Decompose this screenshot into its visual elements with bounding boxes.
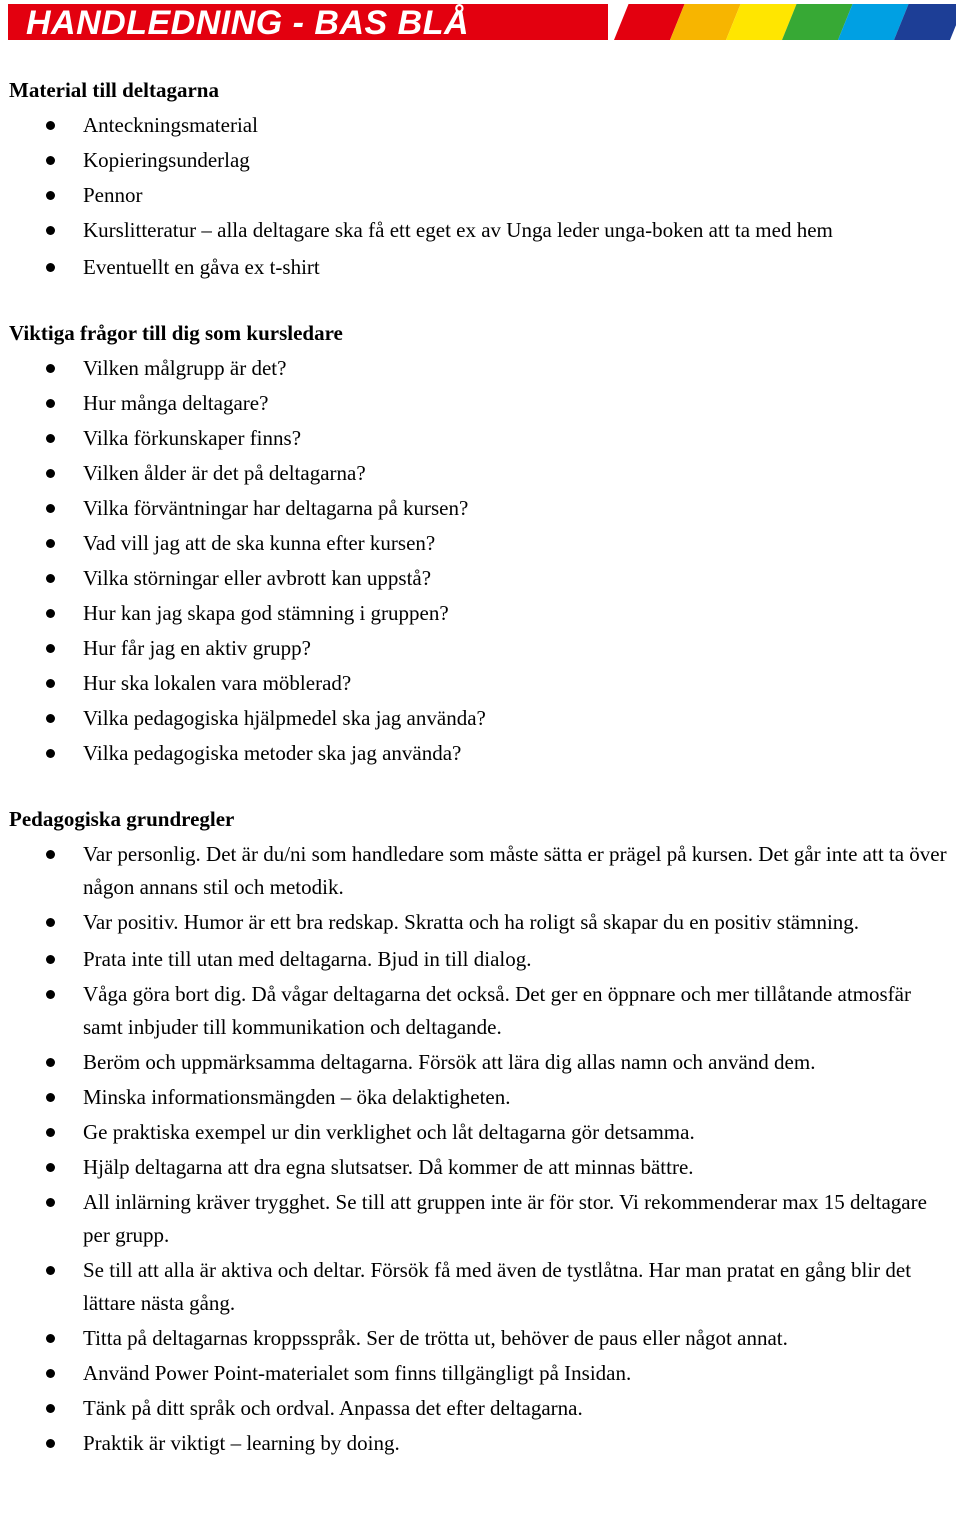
bullet-icon [46,574,55,583]
section-spacer [9,285,954,316]
bullet-icon [46,749,55,758]
material-list [9,108,954,285]
bullet-icon [46,364,55,373]
banner-title: HANDLEDNING - BAS BLÅ [26,4,470,40]
list-item: Vilka förkunskaper finns? [9,421,954,456]
list-item: Se till att alla är aktiva och deltar. Försök få med även de tystlåtna. Har man pratat en gång blir det lättare nästa gång. [9,1253,954,1321]
list-item: Var personlig. Det är du/ni som handledare som måste sätta er prägel på kursen. Det går inte att ta över någon annans stil och metodik. [9,837,954,905]
list-item: Hur många deltagare? [9,386,954,421]
bullet-icon [46,1369,55,1378]
bullet-icon [46,191,55,200]
list-item: Praktik är viktigt – learning by doing. [9,1426,954,1461]
bullet-icon [46,850,55,859]
list-item: All inlärning kräver trygghet. Se till att gruppen inte är för stor. Vi rekommenderar max 15 deltagare per grupp. [9,1185,954,1253]
bullet-icon [46,1198,55,1207]
bullet-icon [46,1439,55,1448]
list-item: Våga göra bort dig. Då vågar deltagarna det också. Det ger en öppnare och mer tillåtande atmosfär samt inbjuder till kommunikation och deltagande. [9,977,954,1045]
list-item: Kurslitteratur – alla deltagare ska få ett eget ex av Unga leder unga-boken att ta med hem [9,213,954,250]
bullet-icon [46,1128,55,1137]
bullet-icon [46,955,55,964]
section-spacer [9,771,954,802]
list-item: Tänk på ditt språk och ordval. Anpassa det efter deltagarna. [9,1391,954,1426]
bullet-icon [46,1093,55,1102]
header-banner [8,4,956,40]
bullet-icon [46,1266,55,1275]
list-item: Anteckningsmaterial [9,108,954,143]
bullet-icon [46,121,55,130]
list-item: Vad vill jag att de ska kunna efter kursen? [9,526,954,561]
bullet-icon [46,263,55,272]
list-item: Prata inte till utan med deltagarna. Bjud in till dialog. [9,942,954,977]
list-item: Titta på deltagarnas kroppsspråk. Ser de trötta ut, behöver de paus eller något annat. [9,1321,954,1356]
list-item: Vilka störningar eller avbrott kan uppstå? [9,561,954,596]
section-heading-rules: Pedagogiska grundregler [9,807,235,831]
section-heading-questions: Viktiga frågor till dig som kursledare [9,321,343,345]
bullet-icon [46,504,55,513]
list-item: Ge praktiska exempel ur din verklighet och låt deltagarna gör detsamma. [9,1115,954,1150]
bullet-icon [46,226,55,235]
list-item: Eventuellt en gåva ex t-shirt [9,250,954,285]
list-item: Vilka förväntningar har deltagarna på kursen? [9,491,954,526]
list-item: Kopieringsunderlag [9,143,954,178]
list-item: Vilken ålder är det på deltagarna? [9,456,954,491]
section-heading-material: Material till deltagarna [9,78,219,102]
list-item: Beröm och uppmärksamma deltagarna. Försök att lära dig allas namn och använd dem. [9,1045,954,1080]
bullet-icon [46,990,55,999]
bullet-icon [46,609,55,618]
list-item: Minska informationsmängden – öka delaktigheten. [9,1080,954,1115]
list-item: Pennor [9,178,954,213]
rules-list [9,837,954,1461]
bullet-icon [46,644,55,653]
bullet-icon [46,539,55,548]
list-item: Var positiv. Humor är ett bra redskap. Skratta och ha roligt så skapar du en positiv stämning. [9,905,954,942]
bullet-icon [46,156,55,165]
bullet-icon [46,679,55,688]
list-item: Använd Power Point-materialet som finns tillgängligt på Insidan. [9,1356,954,1391]
list-item: Vilka pedagogiska metoder ska jag använda? [9,736,954,771]
bullet-icon [46,434,55,443]
questions-list [9,351,954,771]
bullet-icon [46,399,55,408]
bullet-icon [46,469,55,478]
document-body [9,73,954,1461]
list-item: Hur kan jag skapa god stämning i gruppen? [9,596,954,631]
list-item: Hjälp deltagarna att dra egna slutsatser. Då kommer de att minnas bättre. [9,1150,954,1185]
bullet-icon [46,1334,55,1343]
list-item: Vilka pedagogiska hjälpmedel ska jag använda? [9,701,954,736]
list-item: Hur får jag en aktiv grupp? [9,631,954,666]
bullet-icon [46,918,55,927]
list-item: Vilken målgrupp är det? [9,351,954,386]
bullet-icon [46,1058,55,1067]
bullet-icon [46,1163,55,1172]
bullet-icon [46,1404,55,1413]
list-item: Hur ska lokalen vara möblerad? [9,666,954,701]
bullet-icon [46,714,55,723]
